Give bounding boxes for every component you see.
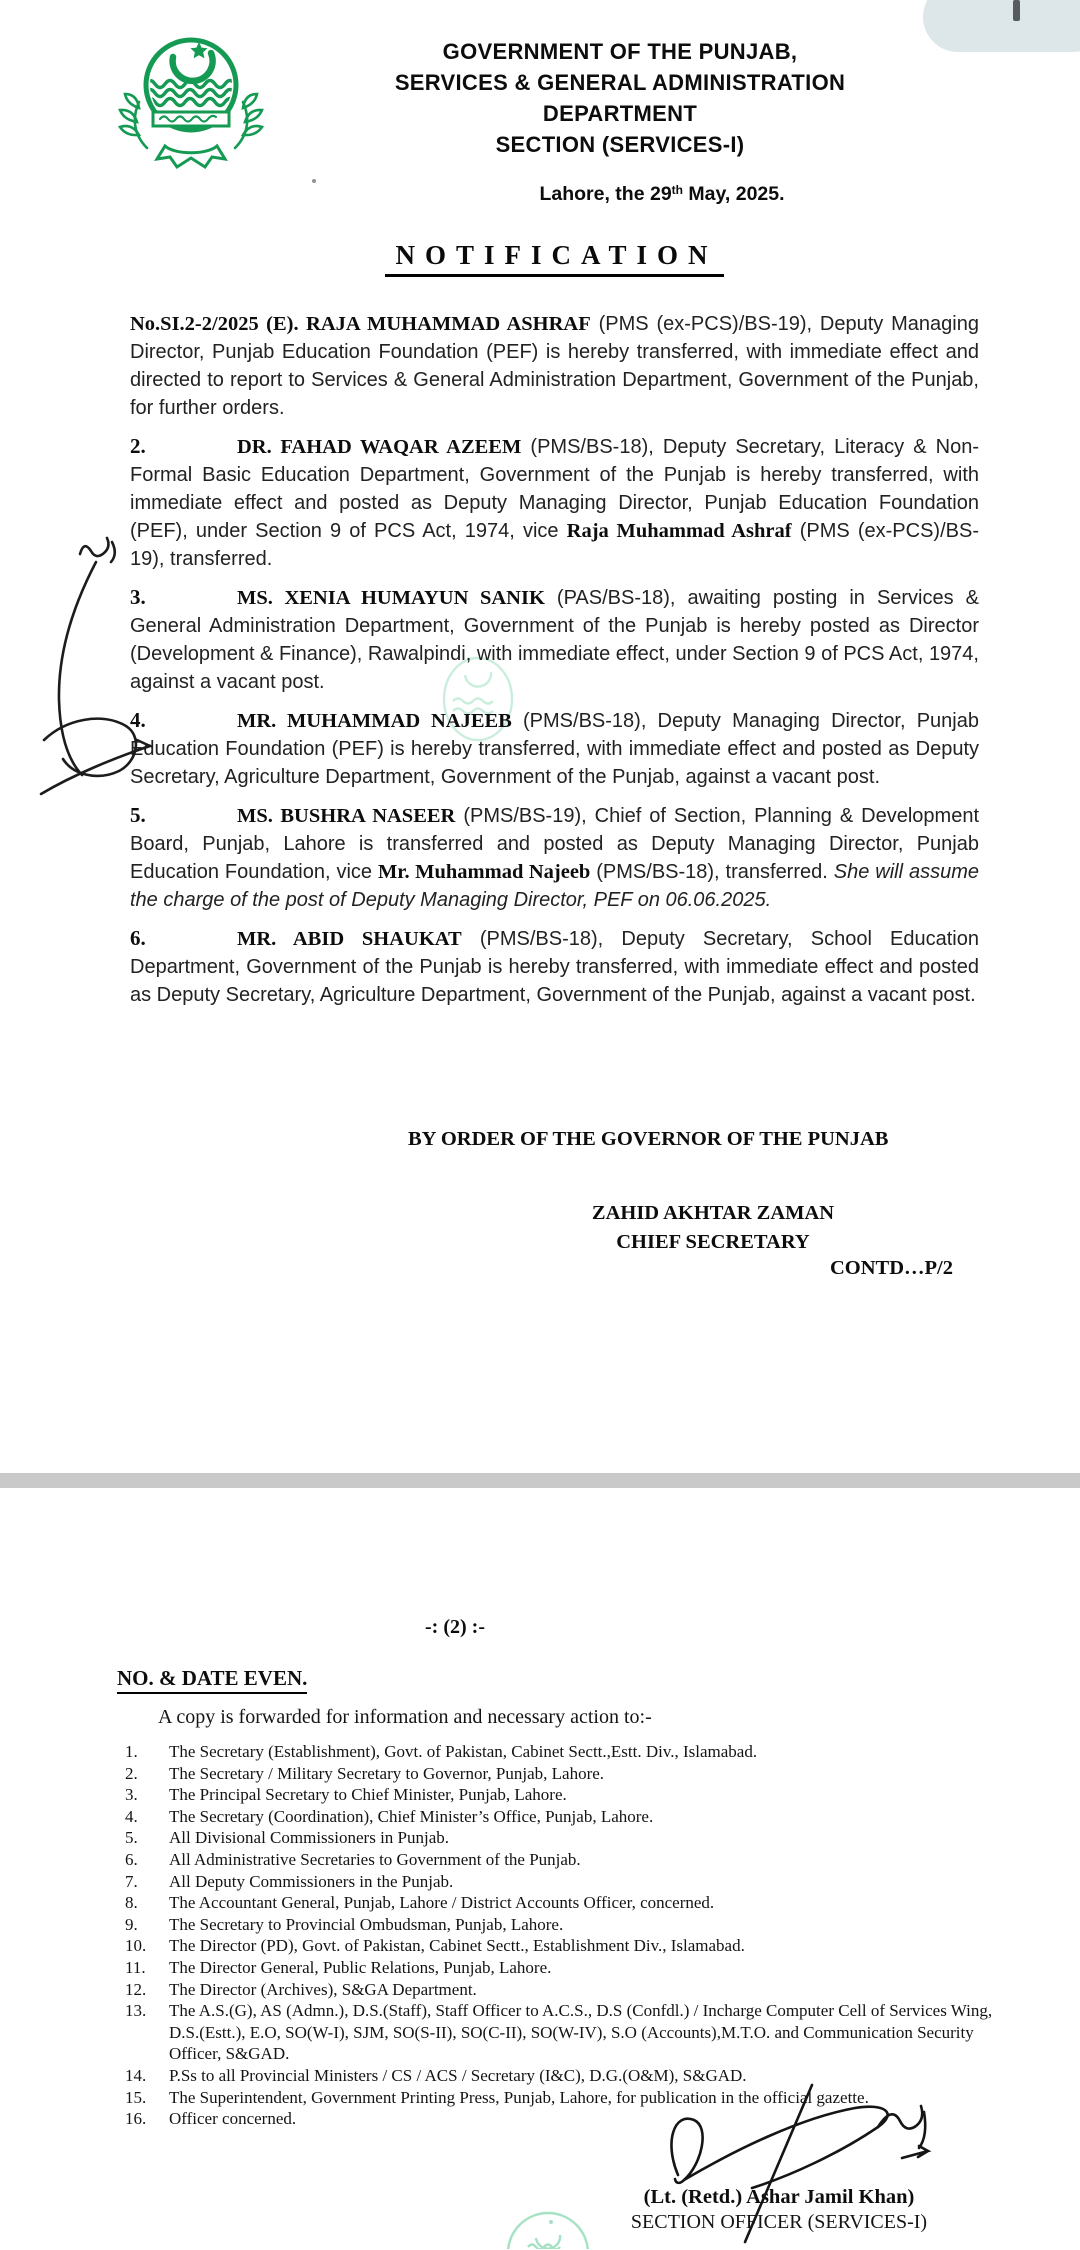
paragraph-5-text-mid: (PMS/BS-18), transferred. bbox=[590, 861, 834, 883]
header-line-4: SECTION (SERVICES-I) bbox=[495, 132, 745, 157]
paragraph-6-number: 6. bbox=[130, 926, 146, 950]
section-officer-title: SECTION OFFICER (SERVICES-I) bbox=[630, 2211, 928, 2233]
list-item bbox=[125, 2000, 993, 2065]
item-number: 8. bbox=[125, 1893, 138, 1913]
paragraph-5-name: MS. BUSHRA NASEER bbox=[237, 805, 456, 827]
section-officer-name: (Lt. (Retd.) Ashar Jamil Khan) bbox=[643, 2186, 915, 2208]
item-text: The A.S.(G), AS (Admn.), D.S.(Staff), Staff Officer to A.C.S., D.S (Confdl.) / Incharge Computer Cell of Services Wing, D.S.(Estt.), E.O, SO(W-I), SJM, SO(S-II), SO(C-II), SO(W-IV), S.O (Accounts),M.T.O. and Communication Security Officer, S&GAD. bbox=[169, 2001, 993, 2064]
continued-page-label: CONTD…P/2 bbox=[830, 1257, 953, 1279]
notification-title bbox=[130, 240, 979, 277]
item-number: 10. bbox=[125, 1936, 147, 1956]
paragraph-6-name: MR. ABID SHAUKAT bbox=[237, 928, 462, 950]
list-item bbox=[125, 1827, 993, 1849]
item-text: The Secretary (Establishment), Govt. of Pakistan, Cabinet Sectt.,Estt. Div., Islamabad. bbox=[169, 1742, 758, 1761]
scrollbar-track[interactable] bbox=[923, 0, 1080, 52]
item-number: 13. bbox=[125, 2001, 147, 2021]
scan-speck bbox=[312, 179, 316, 183]
paragraph-2-name: DR. FAHAD WAQAR AZEEM bbox=[237, 436, 522, 458]
item-text: The Secretary to Provincial Ombudsman, Punjab, Lahore. bbox=[169, 1914, 564, 1934]
list-item bbox=[125, 1806, 993, 1828]
signature-scribble-officer bbox=[640, 2080, 990, 2250]
list-item bbox=[125, 1871, 993, 1893]
item-number: 9. bbox=[125, 1914, 138, 1934]
list-item bbox=[125, 1784, 993, 1806]
item-number: 14. bbox=[125, 2065, 147, 2085]
paragraph-2-text-end: (PMS (ex-PCS)/BS-19), transferred. bbox=[130, 520, 979, 570]
department-header bbox=[300, 36, 940, 160]
paragraph-4 bbox=[130, 706, 979, 791]
paragraph-3-name: MS. XENIA HUMAYUN SANIK bbox=[237, 587, 545, 609]
punjab-crest-logo bbox=[115, 28, 265, 178]
paragraph-1 bbox=[130, 310, 979, 422]
item-number: 5. bbox=[125, 1828, 138, 1848]
page-2-number: -: (2) :- bbox=[425, 1616, 485, 1638]
item-text: The Accountant General, Punjab, Lahore / District Accounts Officer, concerned. bbox=[169, 1893, 715, 1913]
date-suffix: May, 2025. bbox=[683, 183, 785, 205]
item-text: The Principal Secretary to Chief Minister, Punjab, Lahore. bbox=[169, 1785, 567, 1805]
item-number: 6. bbox=[125, 1849, 138, 1869]
subject-number-and-name: No.SI.2-2/2025 (E). RAJA MUHAMMAD ASHRAF bbox=[130, 313, 591, 335]
by-order-line: BY ORDER OF THE GOVERNOR OF THE PUNJAB bbox=[408, 1128, 889, 1150]
date-line bbox=[497, 183, 827, 206]
date-ordinal: th bbox=[671, 183, 683, 197]
item-text: The Director (Archives), S&GA Department. bbox=[169, 1979, 477, 1999]
signature-scribble-margin bbox=[28, 532, 178, 822]
list-item bbox=[125, 1957, 993, 1979]
chief-secretary-name: ZAHID AKHTAR ZAMAN bbox=[591, 1202, 835, 1224]
item-text: All Administrative Secretaries to Government of the Punjab. bbox=[169, 1849, 581, 1869]
item-number: 12. bbox=[125, 1979, 147, 1999]
forwarding-line: A copy is forwarded for information and necessary action to:- bbox=[158, 1706, 652, 1728]
header-line-2: SERVICES & GENERAL ADMINISTRATION bbox=[394, 70, 846, 95]
scrollbar-thumb-icon[interactable] bbox=[1013, 0, 1020, 21]
page-divider bbox=[0, 1473, 1080, 1488]
paragraph-5 bbox=[130, 801, 979, 914]
list-item bbox=[125, 1849, 993, 1871]
item-text: P.Ss to all Provincial Ministers / CS / ACS / Secretary (I&C), D.G.(O&M), S&GAD. bbox=[169, 2065, 747, 2085]
paragraph-3-number: 3. bbox=[130, 585, 146, 609]
item-text: The Superintendent, Government Printing Press, Punjab, Lahore, for publication in the official gazette. bbox=[169, 2087, 869, 2107]
item-text: All Divisional Commissioners in Punjab. bbox=[169, 1828, 450, 1848]
item-text: The Director General, Public Relations, Punjab, Lahore. bbox=[169, 1957, 552, 1977]
paragraph-5-number: 5. bbox=[130, 803, 146, 827]
list-item bbox=[125, 1979, 993, 2001]
item-text: The Secretary (Coordination), Chief Minister’s Office, Punjab, Lahore. bbox=[169, 1806, 654, 1826]
paragraph-2-text: (PMS/BS-18), Deputy Secretary, Literacy & Non-Formal Basic Education Department, Government of the Punjab is hereby transferred, with immediate effect and posted as Deputy Managing Director, Punjab Education Foundation (PEF), under Section 9 of PCS Act, 1974, vice bbox=[130, 436, 979, 542]
paragraph-3 bbox=[130, 583, 979, 696]
list-item bbox=[125, 1763, 993, 1785]
item-text: Officer concerned. bbox=[169, 2109, 297, 2129]
paragraph-3-text: (PAS/BS-18), awaiting posting in Services & General Administration Department, Government of the Punjab is hereby posted as Director (Development & Finance), Rawalpindi, with immediate effect, under Section 9 of PCS Act, 1974, against a vacant post. bbox=[130, 587, 979, 693]
item-number: 2. bbox=[125, 1763, 138, 1783]
header-line-3: DEPARTMENT bbox=[542, 101, 698, 126]
item-number: 15. bbox=[125, 2087, 147, 2107]
item-number: 7. bbox=[125, 1871, 138, 1891]
item-number: 1. bbox=[125, 1742, 138, 1761]
item-text: All Deputy Commissioners in the Punjab. bbox=[169, 1871, 454, 1891]
paragraph-6-text: (PMS/BS-18), Deputy Secretary, School Education Department, Government of the Punjab is hereby transferred, with immediate effect and posted as Deputy Secretary, Agriculture Department, Government of the Punjab, against a vacant post. bbox=[130, 928, 979, 1006]
date-prefix: Lahore, the 29 bbox=[539, 183, 672, 205]
paragraph-5-italic-note: She will assume the charge of the post of Deputy Managing Director, PEF on 06.06.2025. bbox=[130, 861, 979, 911]
list-item bbox=[125, 1914, 993, 1936]
notification-body bbox=[130, 310, 979, 1019]
paragraph-2-vice-name: Raja Muhammad Ashraf bbox=[566, 520, 792, 542]
chief-secretary-block bbox=[563, 1199, 863, 1257]
item-number: 11. bbox=[125, 1957, 146, 1977]
paragraph-2 bbox=[130, 432, 979, 573]
notification-title-text: NOTIFICATION bbox=[385, 240, 723, 277]
distribution-list bbox=[125, 1741, 993, 2130]
list-item bbox=[125, 1935, 993, 1957]
paragraph-5-vice-name: Mr. Muhammad Najeeb bbox=[377, 861, 591, 883]
paragraph-2-number: 2. bbox=[130, 434, 146, 458]
paragraph-1-text: (PMS (ex-PCS)/BS-19), Deputy Managing Director, Punjab Education Foundation (PEF) is hereby transferred, with immediate effect and directed to report to Services & General Administration Department, Government of the Punjab, for further orders. bbox=[130, 313, 979, 419]
paragraph-4-text: (PMS/BS-18), Deputy Managing Director, Punjab Education Foundation (PEF) is hereby transferred, with immediate effect and posted as Deputy Secretary, Agriculture Department, Government of the Punjab, against a vacant post. bbox=[130, 710, 979, 788]
item-number: 3. bbox=[125, 1785, 138, 1805]
list-item bbox=[125, 1741, 993, 1763]
item-number: 4. bbox=[125, 1806, 138, 1826]
item-number: 16. bbox=[125, 2109, 147, 2129]
paragraph-4-name: MR. MUHAMMAD NAJEEB bbox=[237, 710, 512, 732]
bottom-partial-crest bbox=[506, 2211, 590, 2249]
reference-heading: NO. & DATE EVEN. bbox=[117, 1666, 307, 1694]
header-line-1: GOVERNMENT OF THE PUNJAB, bbox=[442, 39, 798, 64]
paragraph-6 bbox=[130, 924, 979, 1009]
list-item bbox=[125, 1892, 993, 1914]
paragraph-5-text: (PMS/BS-19), Chief of Section, Planning & Development Board, Punjab, Lahore is transferred and posted as Deputy Managing Director, Punjab Education Foundation, vice bbox=[130, 805, 979, 883]
item-text: The Secretary / Military Secretary to Governor, Punjab, Lahore. bbox=[169, 1763, 605, 1783]
paragraph-4-number: 4. bbox=[130, 708, 146, 732]
item-text: The Director (PD), Govt. of Pakistan, Cabinet Sectt., Establishment Div., Islamabad. bbox=[169, 1936, 745, 1956]
chief-secretary-title: CHIEF SECRETARY bbox=[616, 1231, 810, 1253]
